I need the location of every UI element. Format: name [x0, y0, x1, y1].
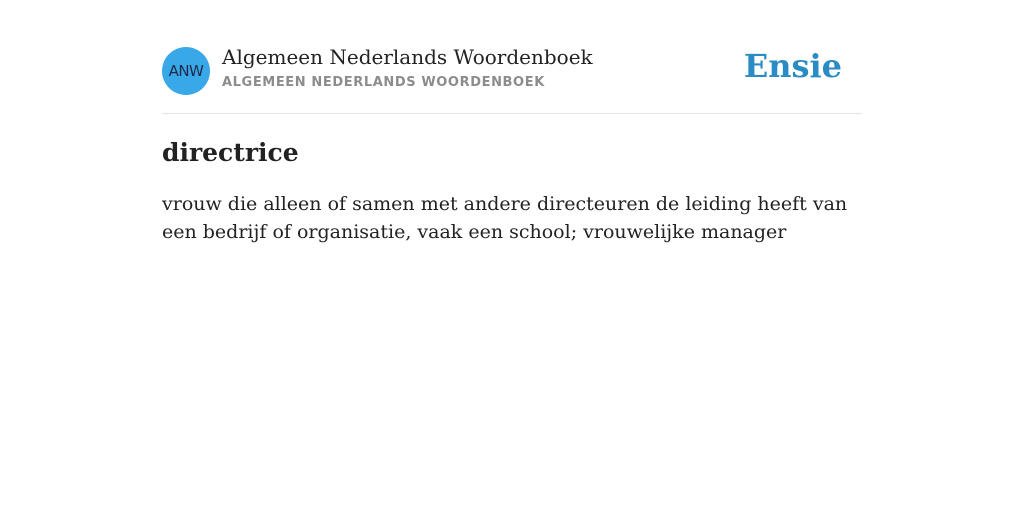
header — [162, 0, 862, 114]
source-subtitle: ALGEMEEN NEDERLANDS WOORDENBOEK — [222, 75, 545, 90]
page-container — [162, 0, 862, 243]
ensie-logo[interactable]: Ensie — [743, 47, 842, 85]
source-title[interactable]: Algemeen Nederlands Woordenboek — [222, 45, 593, 69]
source-logo[interactable]: ANW — [162, 47, 210, 95]
entry-term: directrice — [162, 138, 299, 167]
entry-definition: vrouw die alleen of samen met andere directeuren de leiding heeft van een bedrijf of organisatie, vaak een school; vrouwelijke manager — [162, 193, 848, 243]
